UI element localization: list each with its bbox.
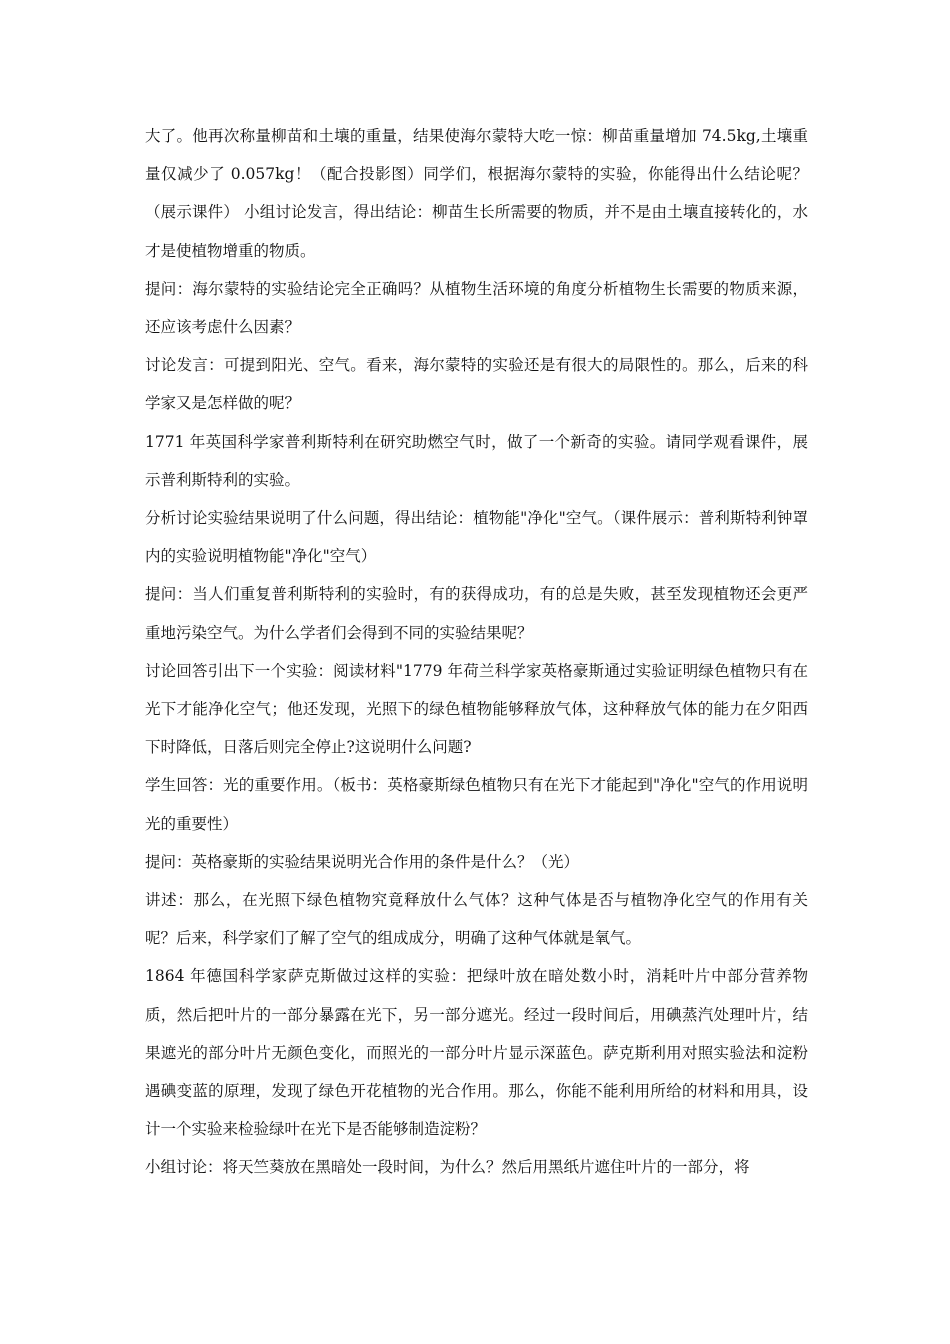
paragraph-8: 学生回答：光的重要作用。（板书：英格豪斯绿色植物只有在光下才能起到"净化"空气的作用说明光的重要性） bbox=[145, 776, 808, 833]
paragraph-7: 讨论回答引出下一个实验：阅读材料"1779 年荷兰科学家英格豪斯通过实验证明绿色植物只有在光下才能净化空气；他还发现，光照下的绿色植物能够释放气体，这种释放气体的能力在夕阳西下时降低，日落后则完全停止?这说明什么问题? bbox=[145, 661, 808, 757]
paragraph-3: 讨论发言：可提到阳光、空气。看来，海尔蒙特的实验还是有很大的局限性的。那么，后来的科学家又是怎样做的呢？ bbox=[145, 356, 808, 413]
paragraph-5: 分析讨论实验结果说明了什么问题，得出结论：植物能"净化"空气。（课件展示：普利斯特利钟罩内的实验说明植物能"净化"空气） bbox=[145, 509, 808, 566]
paragraph-12: 小组讨论：将天竺葵放在黑暗处一段时间，为什么？然后用黑纸片遮住叶片的一部分，将 bbox=[145, 1158, 750, 1177]
paragraph-10: 讲述：那么，在光照下绿色植物究竟释放什么气体？这种气体是否与植物净化空气的作用有关呢？后来，科学家们了解了空气的组成成分，明确了这种气体就是氧气。 bbox=[145, 891, 808, 948]
paragraph-1: 大了。他再次称量柳苗和土壤的重量，结果使海尔蒙特大吃一惊：柳苗重量增加 74.5kg,土壤重量仅减少了 0.057kg！（配合投影图）同学们，根据海尔蒙特的实验，你能得出什么结论呢？（展示课件） 小组讨论发言，得出结论：柳苗生长所需要的物质，并不是由土壤直接转化的，水才是使植物增重的物质。 bbox=[145, 127, 808, 260]
paragraph-9: 提问：英格豪斯的实验结果说明光合作用的条件是什么？（光） bbox=[145, 852, 580, 871]
paragraph-11: 1864 年德国科学家萨克斯做过这样的实验：把绿叶放在暗处数小时，消耗叶片中部分营养物质，然后把叶片的一部分暴露在光下，另一部分遮光。经过一段时间后，用碘蒸汽处理叶片，结果遮光的部分叶片无颜色变化，而照光的一部分叶片显示深蓝色。萨克斯利用对照实验法和淀粉遇碘变蓝的原理，发现了绿色开花植物的光合作用。那么，你能不能利用所给的材料和用具，设计一个实验来检验绿叶在光下是否能够制造淀粉？ bbox=[145, 967, 808, 1139]
document-body bbox=[145, 117, 808, 1187]
paragraph-6: 提问：当人们重复普利斯特利的实验时，有的获得成功，有的总是失败，甚至发现植物还会更严重地污染空气。为什么学者们会得到不同的实验结果呢？ bbox=[145, 585, 808, 642]
paragraph-2: 提问：海尔蒙特的实验结论完全正确吗？从植物生活环境的角度分析植物生长需要的物质来源，还应该考虑什么因素？ bbox=[145, 279, 808, 337]
paragraph-4: 1771 年英国科学家普利斯特利在研究助燃空气时，做了一个新奇的实验。请同学观看课件，展示普利斯特利的实验。 bbox=[145, 432, 808, 489]
